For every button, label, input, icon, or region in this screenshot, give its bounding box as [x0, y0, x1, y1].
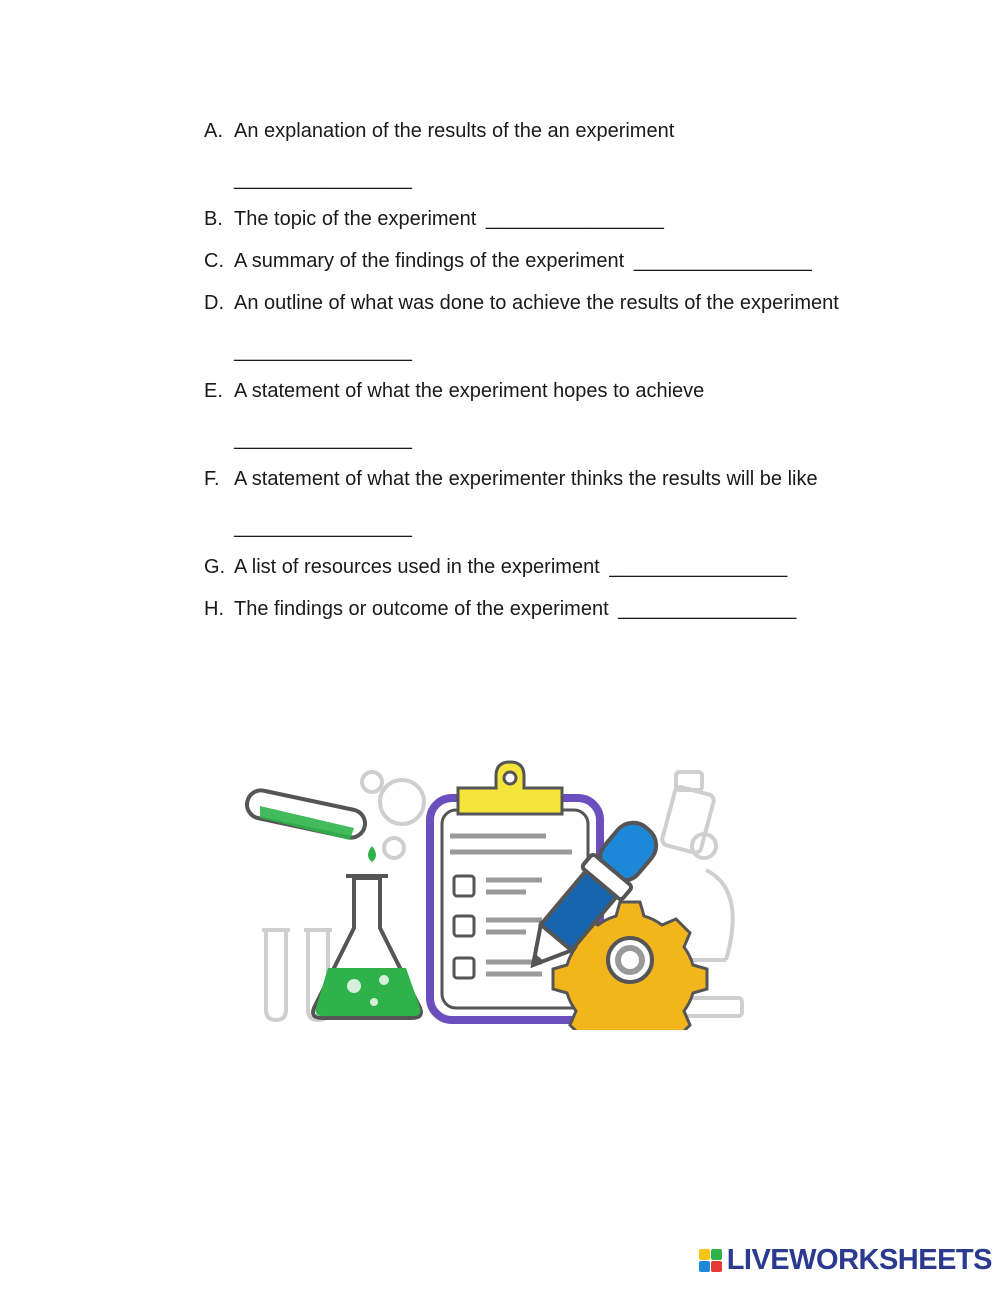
question-f	[204, 466, 924, 540]
question-letter: C.	[204, 250, 224, 272]
answer-blank[interactable]: ________________	[234, 516, 412, 538]
answer-blank[interactable]: ________________	[633, 250, 812, 272]
question-list	[204, 118, 924, 622]
question-letter: D.	[204, 292, 224, 314]
answer-blank[interactable]: ________________	[485, 208, 664, 230]
answer-blank[interactable]: ________________	[234, 340, 412, 362]
question-e	[204, 378, 924, 452]
question-c	[204, 248, 924, 274]
answer-blank[interactable]: ________________	[609, 556, 788, 578]
question-text: A statement of what the experimenter thinks the results will be like	[234, 468, 818, 490]
question-h	[204, 596, 924, 622]
brand-name: LIVEWORKSHEETS	[726, 1244, 992, 1276]
question-d	[204, 290, 924, 364]
question-text: The findings or outcome of the experiment	[234, 598, 609, 620]
question-text: A statement of what the experiment hopes to achieve	[234, 380, 705, 402]
answer-blank[interactable]: ________________	[234, 168, 412, 190]
question-text: The topic of the experiment	[234, 208, 477, 230]
question-letter: E.	[204, 380, 223, 402]
answer-blank[interactable]: ________________	[618, 598, 797, 620]
question-a	[204, 118, 924, 192]
question-text: An outline of what was done to achieve the results of the experiment	[234, 292, 839, 314]
question-letter: G.	[204, 556, 226, 578]
liveworksheets-logo[interactable]	[699, 1244, 992, 1277]
test-tube-icon	[244, 788, 376, 862]
question-text: A list of resources used in the experiment	[234, 556, 600, 578]
answer-blank[interactable]: ________________	[234, 428, 412, 450]
bubbles-icon	[362, 772, 424, 858]
question-text: A summary of the findings of the experiment	[234, 250, 625, 272]
question-text: An explanation of the results of the an experiment	[234, 120, 675, 142]
question-g	[204, 554, 924, 580]
question-b	[204, 206, 924, 232]
question-letter: H.	[204, 598, 224, 620]
question-letter: A.	[204, 120, 223, 142]
question-letter: B.	[204, 208, 223, 230]
question-letter: F.	[204, 468, 220, 490]
science-lab-illustration	[236, 760, 756, 1030]
logo-blocks-icon	[699, 1249, 722, 1272]
